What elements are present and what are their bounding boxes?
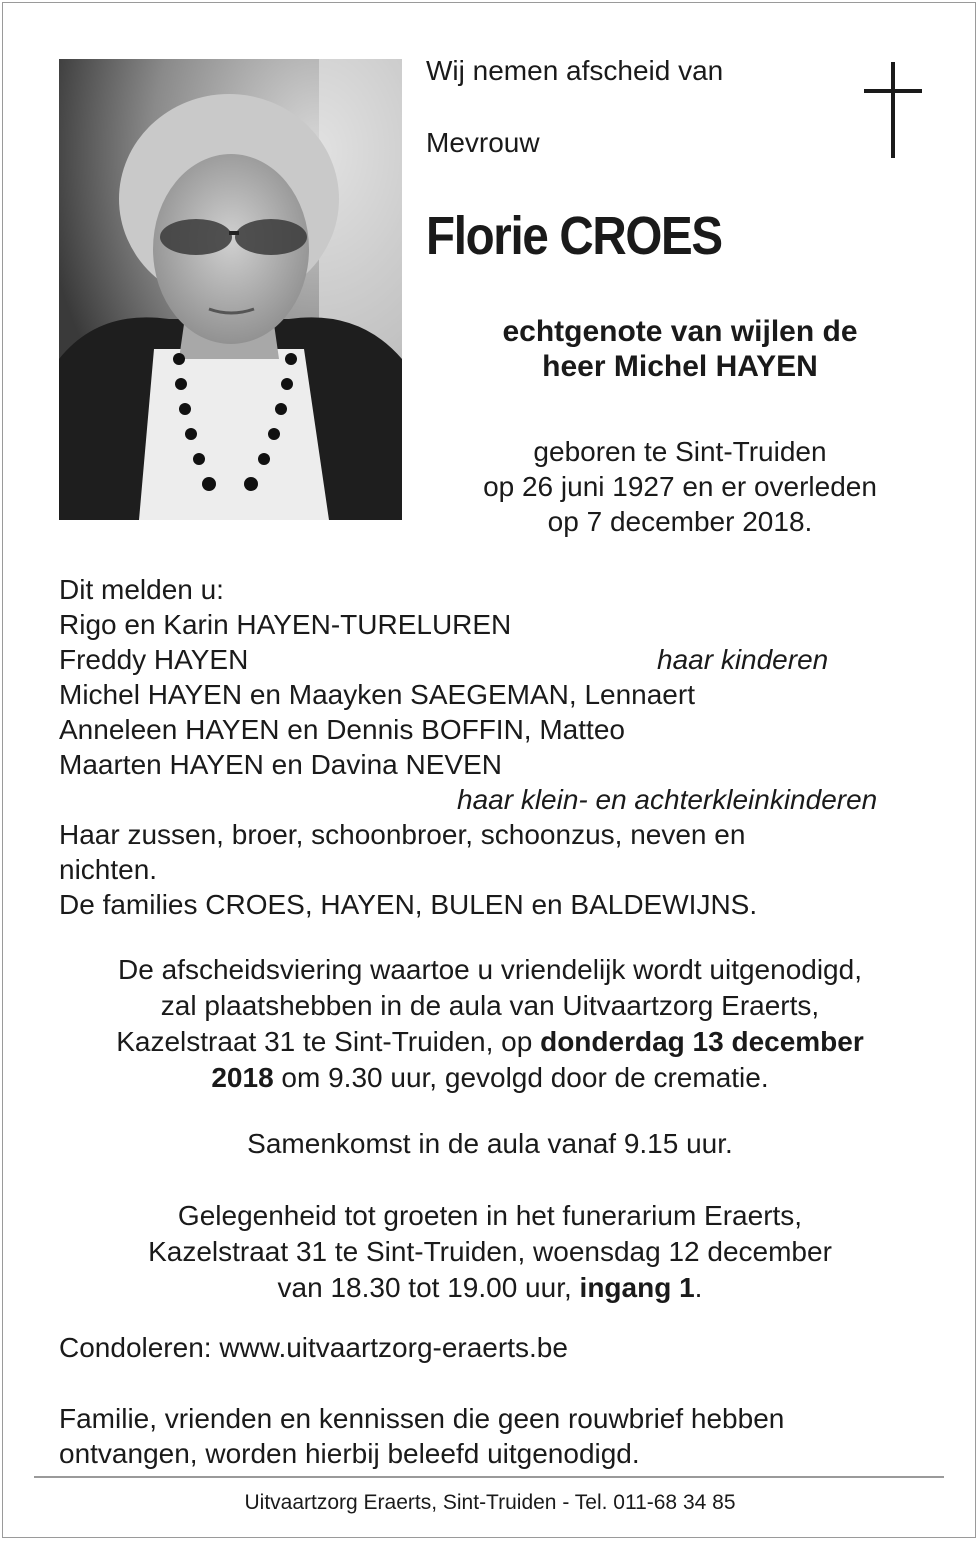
deceased-name: Florie CROES xyxy=(426,206,722,266)
mourners-list xyxy=(59,572,939,922)
list-item: Anneleen HAYEN en Dennis BOFFIN, Matteo xyxy=(59,714,625,745)
list-item: nichten. xyxy=(59,854,158,885)
list-item: Michel HAYEN en Maayken SAEGEMAN, Lennaert xyxy=(59,679,695,710)
intro-text: Wij nemen afscheid van xyxy=(426,55,724,86)
list-item: Maarten HAYEN en Davina NEVEN xyxy=(59,749,502,780)
list-item-text: Freddy HAYEN xyxy=(59,644,249,675)
honorific: Mevrouw xyxy=(426,127,540,158)
spouse-text xyxy=(420,314,940,384)
mourners-heading: Dit melden u: xyxy=(59,574,224,605)
ceremony-line xyxy=(30,1024,950,1060)
spouse-line: echtgenote van wijlen de xyxy=(502,315,858,348)
cross-icon xyxy=(864,62,922,158)
visitation-line xyxy=(30,1270,950,1306)
list-item: Rigo en Karin HAYEN-TURELUREN xyxy=(59,609,512,640)
visitation-text xyxy=(30,1198,950,1306)
entrance-label: ingang 1 xyxy=(579,1272,695,1303)
ceremony-date: donderdag 13 december xyxy=(540,1026,864,1057)
visitation-line-part: . xyxy=(694,1272,703,1303)
ceremony-line xyxy=(30,1060,950,1096)
portrait-photo xyxy=(59,59,402,520)
death-line: op 7 december 2018. xyxy=(547,506,813,537)
ceremony-line-part: Kazelstraat 31 te Sint-Truiden, op xyxy=(116,1026,541,1057)
list-item xyxy=(59,642,939,677)
birth-line: geboren te Sint-Truiden xyxy=(533,436,827,467)
spouse-line: heer Michel HAYEN xyxy=(542,350,818,383)
list-item: De families CROES, HAYEN, BULEN en BALDEWIJNS. xyxy=(59,889,758,920)
visitation-line: Kazelstraat 31 te Sint-Truiden, woensdag 12 december xyxy=(148,1236,832,1267)
portrait-image xyxy=(59,59,402,520)
list-item xyxy=(59,782,939,817)
birth-death-text xyxy=(420,434,940,539)
ceremony-line: De afscheidsviering waartoe u vriendelijk wordt uitgenodigd, xyxy=(118,954,862,985)
ceremony-line-part: om 9.30 uur, gevolgd door de crematie. xyxy=(273,1062,769,1093)
gathering-text: Samenkomst in de aula vanaf 9.15 uur. xyxy=(247,1128,733,1159)
birth-line: op 26 juni 1927 en er overleden xyxy=(483,471,877,502)
relation-note: haar kinderen xyxy=(657,644,829,675)
ceremony-line: zal plaatshebben in de aula van Uitvaartzorg Eraerts, xyxy=(160,990,820,1021)
ceremony-text xyxy=(30,952,950,1096)
closing-line: Familie, vrienden en kennissen die geen rouwbrief hebben xyxy=(59,1403,785,1434)
relation-note: haar klein- en achterkleinkinderen xyxy=(457,784,878,815)
footer-text: Uitvaartzorg Eraerts, Sint-Truiden - Tel. 011-68 34 85 xyxy=(244,1491,736,1514)
divider xyxy=(34,1476,944,1478)
list-item: Haar zussen, broer, schoonbroer, schoonzus, neven en xyxy=(59,819,746,850)
closing-text xyxy=(59,1401,784,1471)
condolences-link: Condoleren: www.uitvaartzorg-eraerts.be xyxy=(59,1332,568,1363)
visitation-line: Gelegenheid tot groeten in het funerarium Eraerts, xyxy=(177,1200,803,1231)
visitation-line-part: van 18.30 tot 19.00 uur, xyxy=(277,1272,580,1303)
closing-line: ontvangen, worden hierbij beleefd uitgenodigd. xyxy=(59,1438,640,1469)
ceremony-year: 2018 xyxy=(211,1062,274,1093)
